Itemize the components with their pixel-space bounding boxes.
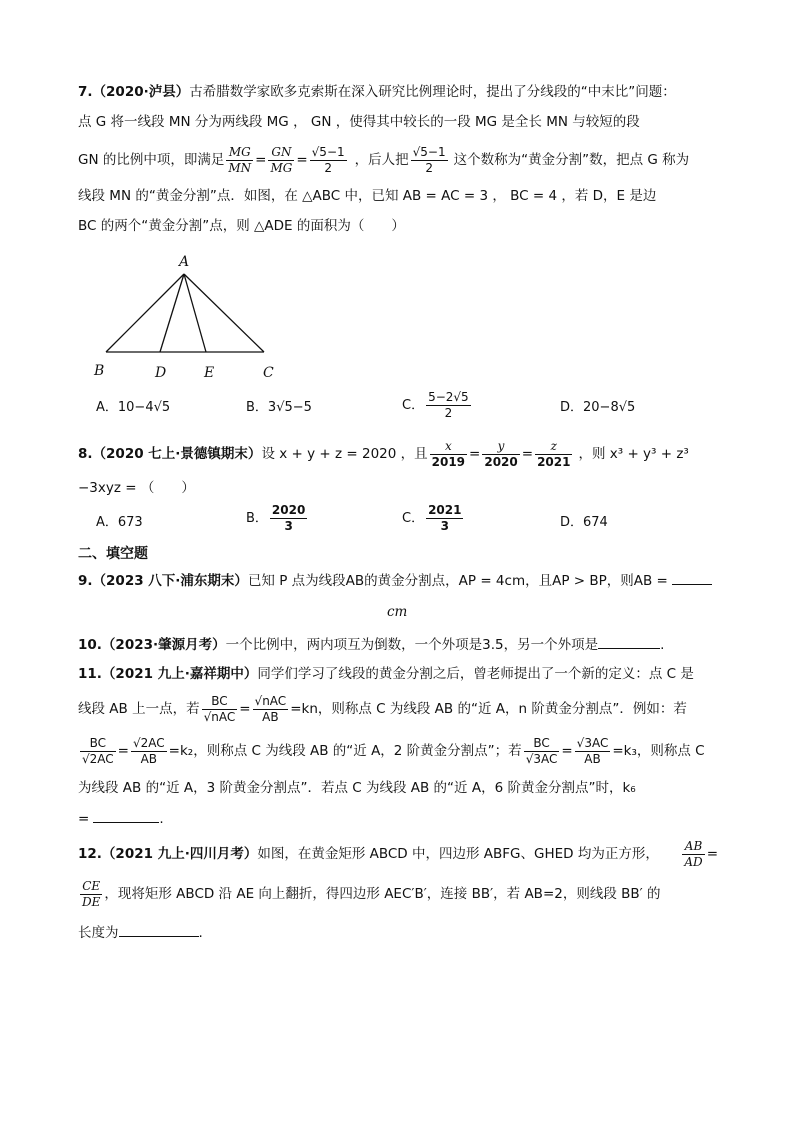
fraction-mg-mn: $\frac{MG}{MN}$ [228,144,252,175]
q7-line-2: 点 G 将一线段 MN 分为两线段 MG ， GN ，使得其中较长的一段 MG 是全长 MN 与较短的段 [78,114,640,130]
q9-text: 已知 P 点为线段AB的黄金分割点，AP = 4cm，且AP > BP，则AB = [247,573,668,589]
equals-sign: = [255,152,267,168]
fraction-ce-de: $\frac{CE}{DE}$ [82,878,101,909]
q11-text-1: 同学们学习了线段的黄金分割之后，曾老师提出了一个新的定义：点 C 是 [257,666,694,682]
fraction-sqrt2ac-ab: $\frac{√2AC}{AB}$ [132,735,165,766]
q12-line-2 [78,876,661,912]
q9-source: （2023 八下·浦东期末） [92,573,248,589]
triangle-abc-figure [88,250,288,385]
q8-option-c[interactable]: C． $\frac{2021}{3}$ [402,503,462,533]
q10-answer-blank[interactable] [598,634,660,649]
equals-sign: = [239,701,251,717]
side-ac [184,274,264,352]
label-b: B [94,363,105,379]
q8-source: （2020 七上·景德镇期末） [92,446,262,462]
q11-number: 11. [78,666,102,682]
q7-number: 7. [78,84,93,100]
q8-line-2: −3xyz = （ ） [78,480,195,496]
q12-line-3 [78,922,203,943]
fraction-bc-sqrt-nac: $\frac{BC}{\text{√nAC}}$ [203,693,236,724]
q8-line-1 [78,436,689,472]
q11-line-5: = . [78,808,164,829]
q7-line-1 [78,82,676,102]
q9-number: 9. [78,573,93,589]
q10-source: （2023·肇源月考） [101,637,226,653]
q7-option-d[interactable]: D．20−8√5 [560,400,636,415]
q7-text-3b: ，后人把 [354,152,409,168]
q7-line-3 [78,142,689,178]
q7-option-b[interactable]: B．3√5−5 [246,400,312,415]
label-e: E [204,365,215,381]
q11-line-4: 为线段 AB 的“近 A，3 阶黄金分割点”．若点 C 为线段 AB 的“近 A，6 阶黄金分割点”时，k₆ [78,780,636,796]
q7-option-c[interactable]: C． $\frac{5-2√5}{2}$ [402,390,469,420]
q11-text-3b: =k₃，则称点 C [612,743,705,759]
q9-line-1 [78,570,712,591]
q9-answer-blank[interactable] [672,570,712,585]
fraction-y-2020: $\frac{y}{2020}$ [484,438,518,469]
q8-option-d[interactable]: D．674 [560,515,608,530]
q7-source: （2020·泸县） [92,84,190,100]
q12-number: 12. [78,846,102,862]
q7-text-1: 古希腊数学家欧多克索斯在深入研究比例理论时，提出了分线段的“中末比”问题： [189,84,676,100]
q8-option-b[interactable]: B． $\frac{2020}{3}$ [246,503,306,533]
q8-option-a[interactable]: A．673 [96,515,143,530]
q8-text-1b: ，则 x³ + y³ + z³ [578,446,689,462]
q11-text-3a: =k₂，则称点 C 为线段 AB 的“近 A，2 阶黄金分割点”；若 [168,743,522,759]
fraction-gn-mg: $\frac{GN}{MG}$ [270,144,293,175]
q11-line-2 [78,690,687,728]
label-c: C [263,365,274,381]
q11-text-2a: 线段 AB 上一点，若 [78,701,200,717]
label-a: A [179,254,190,270]
fraction-ab-ad: $\frac{AB}{AD}$ [684,838,703,869]
q7-text-3c: 这个数称为“黄金分割”数，把点 G 称为 [453,152,690,168]
q10-line [78,634,664,655]
fraction-golden: $\frac{√5-1}{2}$ [311,144,345,175]
segment-ae [184,274,206,352]
q11-text-2b: =kn，则称点 C 为线段 AB 的“近 A，n 阶黄金分割点”．例如：若 [290,701,687,717]
q7-line-4: 线段 MN 的“黄金分割”点．如图，在 △ABC 中，已知 AB = AC = 3 ， BC = 4 ，若 D，E 是边 [78,188,657,204]
fraction-bc-sqrt2ac: $\frac{BC}{√2AC}$ [82,735,114,766]
fraction-golden-2: $\frac{√5-1}{2}$ [412,144,446,175]
fraction-sqrt-nac-ab: $\frac{\text{√nAC}}{AB}$ [254,693,287,724]
q10-period: . [660,637,665,653]
q7-text-3a: GN 的比例中项，即满足 [78,152,225,168]
equals-sign: = [296,152,308,168]
q9-unit: cm [387,604,408,620]
q8-number: 8. [78,446,93,462]
q11-source: （2021 九上·嘉祥期中） [101,666,258,682]
q12-period: . [198,925,203,941]
q10-text: 一个比例中，两内项互为倒数，一个外项是3.5，另一个外项是 [225,637,599,653]
section-heading-fill-in: 二、填空题 [78,546,148,562]
label-d: D [155,365,167,381]
fraction-x-2019: $\frac{x}{2019}$ [431,438,466,469]
equals-sign: = [706,846,718,862]
q11-answer-blank[interactable] [93,808,159,823]
q12-line-1 [78,836,718,872]
equals-sign: = [117,743,129,759]
equals-sign: = [469,446,481,462]
q12-text-2: ，现将矩形 ABCD 沿 AE 向上翻折，得四边形 AEC′B′，连接 BB′，若 AB=2，则线段 BB′ 的 [104,886,661,902]
fraction-bc-sqrt3ac: $\frac{BC}{√3AC}$ [525,735,558,766]
q12-text-1: 如图，在黄金矩形 ABCD 中，四边形 ABFG、GHED 均为正方形， [257,846,659,862]
q7-line-5: BC 的两个“黄金分割”点，则 △ADE 的面积为（ ） [78,218,405,234]
q10-number: 10. [78,637,102,653]
fraction-sqrt3ac-ab: $\frac{√3AC}{AB}$ [576,735,609,766]
equals-sign: = [521,446,534,462]
equals-sign: = [561,743,573,759]
equals-sign: = [78,811,90,827]
q7-option-a[interactable]: A．10−4√5 [96,400,171,415]
q11-line-3 [78,732,705,770]
q12-source: （2021 九上·四川月考） [101,846,258,862]
q11-line-1 [78,664,694,684]
q12-text-3: 长度为 [78,925,119,941]
q8-text-1a: 设 x + y + z = 2020 ，且 [261,446,428,462]
fraction-z-2021: $\frac{z}{2021}$ [537,438,571,469]
q12-answer-blank[interactable] [119,922,199,937]
